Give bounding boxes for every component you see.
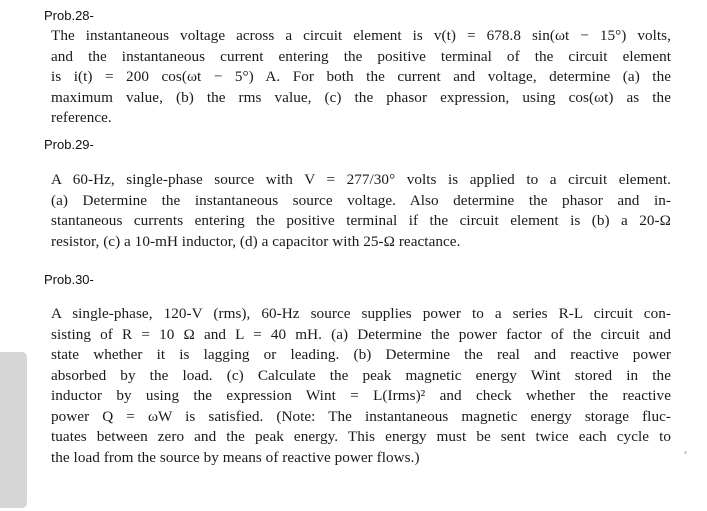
text-line: and the instantaneous current entering the positive terminal of the circuit element <box>51 47 671 65</box>
text-line: the load from the source by means of reactive power flows.) <box>51 448 420 466</box>
text-line: maximum value, (b) the rms value, (c) the phasor expression, using cos(ωt) as the <box>51 88 671 106</box>
text-line: inductor by using the expression Wint = L(Irms)² and check whether the reactive <box>51 387 671 404</box>
text-line: A single-phase, 120-V (rms), 60-Hz source supplies power to a series R-L circuit con- <box>51 305 671 322</box>
text-line: The instantaneous voltage across a circuit element is v(t) = 678.8 sin(ωt − 15°) volts, <box>51 27 671 44</box>
side-panel-tab[interactable] <box>0 352 27 508</box>
text-line: power Q = ωW is satisfied. (Note: The instantaneous magnetic energy storage fluc- <box>51 407 671 425</box>
text-line: reference. <box>51 109 112 126</box>
text-line: stantaneous currents entering the positive terminal if the circuit element is (b) a 20-Ω <box>51 212 671 229</box>
text-line: sisting of R = 10 Ω and L = 40 mH. (a) Determine the power factor of the circuit and <box>51 325 671 343</box>
problem-28-text <box>51 26 671 129</box>
text-line: tuates between zero and the peak energy. This energy must be sent twice each cycle to <box>51 428 671 445</box>
problem-29-label: Prob.29- <box>44 137 94 152</box>
problem-29-text <box>51 170 671 252</box>
text-line: A 60-Hz, single-phase source with V = 277/30° volts is applied to a circuit element. <box>51 171 671 188</box>
problem-30-label: Prob.30- <box>44 272 94 287</box>
text-line: (a) Determine the instantaneous source voltage. Also determine the phasor and in- <box>51 191 671 209</box>
problem-28-label: Prob.28- <box>44 8 94 23</box>
text-line: is i(t) = 200 cos(ωt − 5°) A. For both the current and voltage, determine (a) the <box>51 68 671 85</box>
text-line: resistor, (c) a 10-mH inductor, (d) a capacitor with 25-Ω reactance. <box>51 232 461 250</box>
text-line: absorbed by the load. (c) Calculate the peak magnetic energy Wint stored in the <box>51 366 671 384</box>
text-line: state whether it is lagging or leading. (b) Determine the real and reactive power <box>51 346 671 363</box>
problem-30-text <box>51 304 671 468</box>
scan-speck <box>684 451 687 454</box>
